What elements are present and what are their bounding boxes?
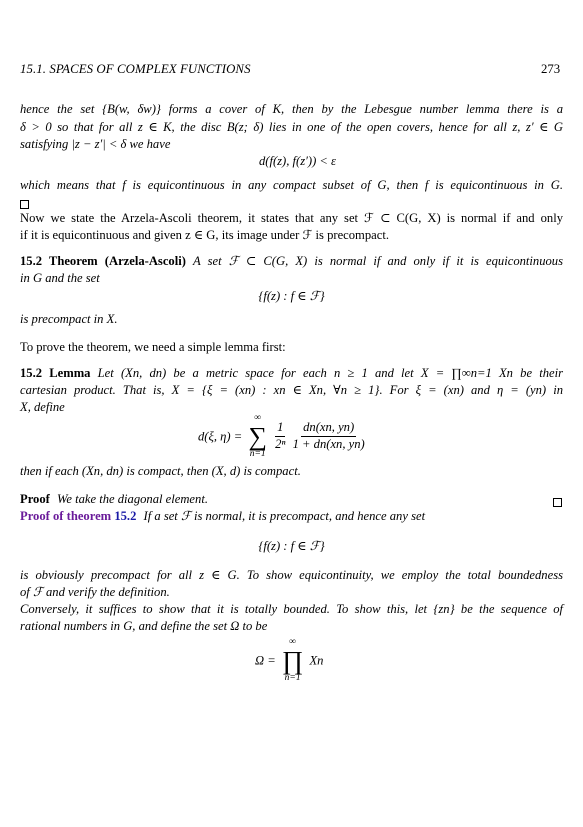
sum-upper-limit: ∞ bbox=[254, 413, 262, 423]
proof-of-theorem-line bbox=[20, 507, 425, 525]
fraction-numerator: dn(xn, yn) bbox=[301, 420, 356, 437]
fraction-denominator: 2ⁿ bbox=[275, 437, 286, 451]
equation-display: {f(z) : f ∈ ℱ} bbox=[258, 539, 325, 553]
product-upper-limit: ∞ bbox=[289, 637, 297, 647]
fraction-numerator: 1 bbox=[275, 420, 285, 437]
theorem-heading bbox=[20, 252, 563, 270]
paragraph-line: then if each (Xn, dn) is compact, then (X, d) is compact. bbox=[20, 464, 301, 478]
proof-text: We take the diagonal element. bbox=[57, 492, 208, 506]
paragraph-line: Now we state the Arzela-Ascoli theorem, it states that any set ℱ ⊂ C(G, X) is normal if and only bbox=[20, 211, 563, 225]
paragraph-line: is obviously precompact for all z ∈ G. To show equicontinuity, we employ the total boundedness bbox=[20, 568, 563, 582]
paragraph-line: in G and the set bbox=[20, 271, 100, 285]
paragraph-line: of ℱ and verify the definition. bbox=[20, 585, 170, 599]
fraction bbox=[291, 420, 367, 452]
paragraph-line: To prove the theorem, we need a simple lemma first: bbox=[20, 340, 286, 354]
paragraph-line: X, define bbox=[20, 400, 65, 414]
lemma-label: 15.2 Lemma bbox=[20, 366, 91, 380]
product-lower-limit: n=1 bbox=[284, 672, 301, 683]
sum-symbol: ∑ bbox=[248, 421, 267, 451]
equation-sum bbox=[198, 414, 367, 459]
page-number: 273 bbox=[541, 62, 561, 76]
proof-line bbox=[20, 490, 208, 508]
equation-product bbox=[255, 638, 323, 683]
product-operator bbox=[282, 638, 303, 683]
equation-display: {f(z) : f ∈ ℱ} bbox=[258, 289, 325, 303]
product-symbol: ∏ bbox=[281, 645, 304, 675]
proof-label: Proof bbox=[20, 492, 50, 506]
theorem-label: 15.2 Theorem (Arzela-Ascoli) bbox=[20, 254, 186, 268]
lemma-heading bbox=[20, 364, 563, 382]
paragraph-line: cartesian product. That is, X = {ξ = (xn) : xn ∈ Xn, ∀n ≥ 1}. For ξ = (xn) and η = (yn) in bbox=[20, 383, 563, 397]
paragraph-line: rational numbers in G, and define the set Ω to be bbox=[20, 619, 268, 633]
fraction bbox=[273, 420, 287, 452]
theorem-text: A set ℱ ⊂ C(G, X) is normal if and only if it is equicontinuous bbox=[193, 254, 563, 268]
paragraph-line: which means that f is equicontinuous in any compact subset of G, then f is equicontinuous in G. bbox=[20, 178, 563, 192]
paragraph-line: satisfying |z − z′| < δ we have bbox=[20, 137, 171, 151]
paragraph-line: δ > 0 so that for all z ∈ K, the disc B(z; δ) lies in one of the open covers, hence for all z, z′ ∈ G bbox=[20, 120, 563, 134]
equation-display: d(f(z), f(z′)) < ε bbox=[258, 154, 337, 168]
sum-lower-limit: n=1 bbox=[249, 448, 266, 459]
paragraph-line: hence the set {B(w, δw)} forms a cover of K, then by the Lebesgue number lemma there is a bbox=[20, 102, 563, 116]
running-header-title: 15.1. SPACES OF COMPLEX FUNCTIONS bbox=[20, 62, 251, 76]
equation-lhs: Ω = bbox=[255, 653, 276, 668]
qed-box bbox=[553, 494, 562, 512]
theorem-reference-link[interactable]: 15.2 bbox=[114, 509, 137, 523]
proof-of-theorem-label: Proof of theorem bbox=[20, 509, 112, 523]
fraction-denominator: 1 + dn(xn, yn) bbox=[292, 437, 365, 451]
paragraph-line: if it is equicontinuous and given z ∈ G, its image under ℱ is precompact. bbox=[20, 228, 389, 242]
paragraph-line: Conversely, it suffices to show that it is totally bounded. To show this, let {zn} be the sequence of bbox=[20, 602, 563, 616]
paragraph-line: is precompact in X. bbox=[20, 312, 118, 326]
proof-text: If a set ℱ is normal, it is precompact, and hence any set bbox=[143, 509, 426, 523]
equation-lhs: d(ξ, η) = bbox=[198, 429, 243, 444]
equation-rhs: Xn bbox=[309, 653, 324, 668]
lemma-text: Let (Xn, dn) be a metric space for each n ≥ 1 and let X = ∏∞n=1 Xn be their bbox=[97, 366, 563, 380]
sum-operator bbox=[248, 414, 267, 459]
